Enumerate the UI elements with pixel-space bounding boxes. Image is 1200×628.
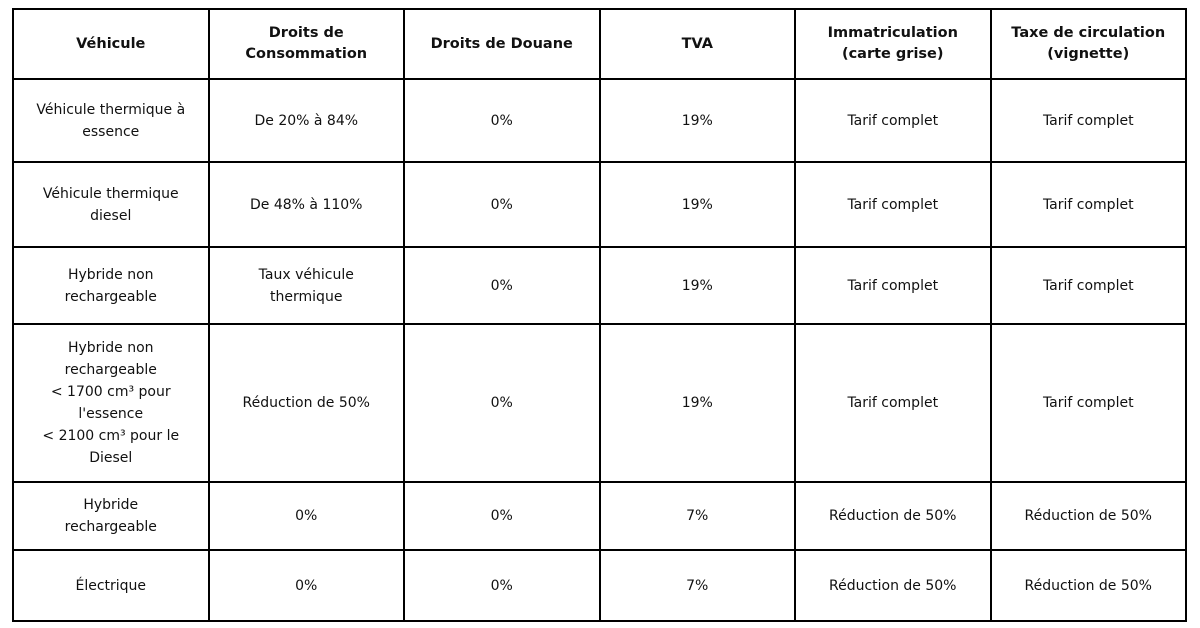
cell-immatriculation: Tarif complet — [795, 79, 991, 162]
cell-line: De 20% à 84% — [254, 112, 359, 129]
header-droits-consommation — [209, 9, 405, 79]
header-line: Taxe de circulation — [1011, 25, 1166, 41]
cell-circulation: Tarif complet — [991, 247, 1187, 324]
cell-line: diesel — [90, 207, 132, 224]
header-line: Droits de Douane — [430, 35, 573, 52]
cell-tva: 7% — [600, 550, 796, 621]
header-droits-douane — [404, 9, 600, 79]
cell-line: essence — [82, 123, 140, 140]
header-line: Droits de — [268, 25, 344, 41]
cell-consommation — [209, 482, 405, 550]
cell-immatriculation: Réduction de 50% — [795, 482, 991, 550]
cell-consommation — [209, 324, 405, 482]
cell-line: 0% — [295, 577, 318, 594]
table-row — [13, 79, 1186, 162]
cell-douane: 0% — [404, 247, 600, 324]
table-header — [13, 9, 1186, 79]
header-line: Véhicule — [76, 35, 146, 52]
cell-douane: 0% — [404, 79, 600, 162]
cell-line: Diesel — [89, 450, 133, 466]
header-row — [13, 9, 1186, 79]
cell-line: < 2100 cm³ pour le — [42, 428, 180, 444]
cell-line: < 1700 cm³ pour — [50, 384, 171, 400]
cell-line: De 48% à 110% — [250, 196, 363, 213]
cell-tva: 19% — [600, 79, 796, 162]
cell-circulation: Réduction de 50% — [991, 550, 1187, 621]
table-row — [13, 162, 1186, 247]
cell-line: thermique — [270, 288, 343, 305]
cell-circulation: Tarif complet — [991, 324, 1187, 482]
header-line: (carte grise) — [841, 46, 944, 62]
table-body — [13, 79, 1186, 621]
header-immatriculation — [795, 9, 991, 79]
cell-vehicule — [13, 247, 209, 324]
table-row — [13, 550, 1186, 621]
cell-vehicule — [13, 79, 209, 162]
cell-circulation: Réduction de 50% — [991, 482, 1187, 550]
cell-tva: 7% — [600, 482, 796, 550]
cell-consommation — [209, 247, 405, 324]
cell-line: Électrique — [75, 577, 147, 594]
cell-line: 0% — [295, 508, 318, 524]
cell-line: Véhicule thermique — [42, 185, 179, 202]
cell-vehicule — [13, 482, 209, 550]
cell-immatriculation: Tarif complet — [795, 162, 991, 247]
cell-immatriculation: Tarif complet — [795, 247, 991, 324]
cell-line: rechargeable — [64, 362, 157, 378]
cell-vehicule — [13, 550, 209, 621]
cell-line: rechargeable — [64, 288, 157, 305]
cell-circulation: Tarif complet — [991, 79, 1187, 162]
header-tva — [600, 9, 796, 79]
table-row — [13, 482, 1186, 550]
header-vehicule — [13, 9, 209, 79]
cell-consommation — [209, 79, 405, 162]
cell-line: Réduction de 50% — [242, 395, 370, 411]
cell-line: rechargeable — [64, 519, 157, 535]
header-line: TVA — [681, 35, 713, 52]
header-line: Immatriculation — [827, 25, 958, 41]
cell-douane: 0% — [404, 482, 600, 550]
cell-vehicule — [13, 324, 209, 482]
cell-line: l'essence — [78, 406, 144, 422]
cell-consommation — [209, 550, 405, 621]
vehicle-tax-table — [12, 8, 1187, 622]
table-row — [13, 247, 1186, 324]
cell-consommation — [209, 162, 405, 247]
cell-line: Hybride — [83, 497, 139, 513]
cell-douane: 0% — [404, 324, 600, 482]
cell-douane: 0% — [404, 162, 600, 247]
cell-line: Hybride non — [67, 266, 154, 283]
cell-line: Taux véhicule — [258, 266, 354, 283]
cell-line: Hybride non — [67, 340, 154, 356]
cell-douane: 0% — [404, 550, 600, 621]
cell-tva: 19% — [600, 162, 796, 247]
cell-circulation: Tarif complet — [991, 162, 1187, 247]
cell-vehicule — [13, 162, 209, 247]
cell-tva: 19% — [600, 324, 796, 482]
header-line: Consommation — [245, 46, 368, 62]
cell-line: Véhicule thermique à — [36, 101, 186, 118]
table-row — [13, 324, 1186, 482]
header-taxe-circulation — [991, 9, 1187, 79]
cell-tva: 19% — [600, 247, 796, 324]
cell-immatriculation: Réduction de 50% — [795, 550, 991, 621]
cell-immatriculation: Tarif complet — [795, 324, 991, 482]
header-line: (vignette) — [1047, 46, 1130, 62]
